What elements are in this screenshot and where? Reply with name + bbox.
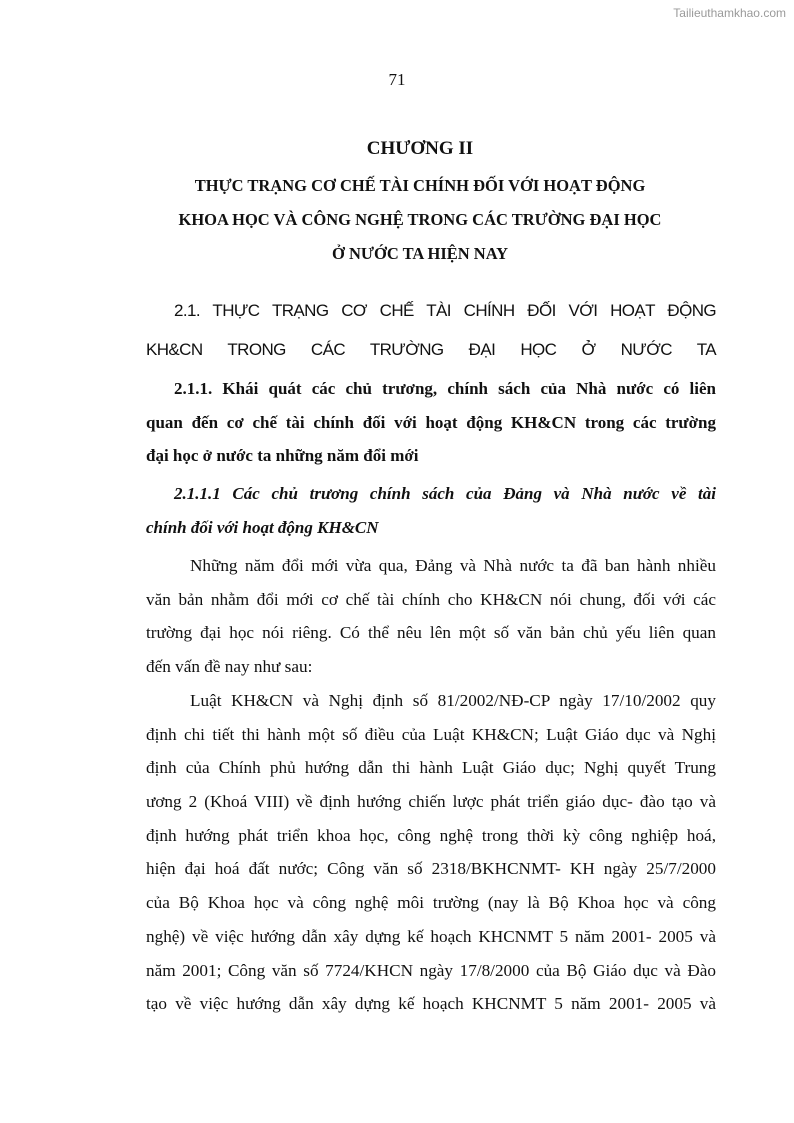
- text-line: của Bộ Khoa học và công nghệ môi trường (nay là Bộ Khoa học và công: [146, 893, 716, 913]
- text-line: Luật KH&CN và Nghị định số 81/2002/NĐ-CP ngày 17/10/2002 quy: [190, 691, 716, 710]
- watermark: Tailieuthamkhao.com: [673, 6, 786, 20]
- chapter-title-line: THỰC TRẠNG CƠ CHẾ TÀI CHÍNH ĐỐI VỚI HOẠT ĐỘNG: [194, 176, 646, 195]
- text-line: định của Chính phủ hướng dẫn thi hành Luật Giáo dục; Nghị quyết Trung: [146, 758, 716, 778]
- paragraph-2: [146, 684, 716, 1021]
- page-number: 71: [388, 70, 406, 89]
- text-line: đến vấn đề nay như sau:: [146, 657, 313, 677]
- text-line: quan đến cơ chế tài chính đối với hoạt động KH&CN trong các trường: [146, 412, 716, 432]
- text-line: định chi tiết thi hành một số điều của Luật KH&CN; Luật Giáo dục và Nghị: [146, 724, 716, 744]
- text-line: văn bản nhằm đổi mới cơ chế tài chính cho KH&CN nói chung, đối với các: [146, 589, 716, 609]
- chapter-label: CHƯƠNG II: [366, 138, 474, 159]
- text-line: 2.1. THỰC TRẠNG CƠ CHẾ TÀI CHÍNH ĐỐI VỚI HOẠT ĐỘNG: [174, 301, 716, 320]
- text-line: nghệ) về việc hướng dẫn xây dựng kế hoạch KHCNMT 5 năm 2001- 2005 và: [146, 926, 716, 946]
- chapter-title-line: Ở NƯỚC TA HIỆN NAY: [331, 244, 509, 263]
- text-line: tạo về việc hướng dẫn xây dựng kế hoạch KHCNMT 5 năm 2001- 2005 và: [146, 994, 716, 1014]
- text-line: 2.1.1.1 Các chủ trương chính sách của Đảng và Nhà nước về tài: [174, 484, 716, 503]
- text-line: đại học ở nước ta những năm đổi mới: [146, 446, 419, 466]
- text-line: hiện đại hoá đất nước; Công văn số 2318/BKHCNMT- KH ngày 25/7/2000: [146, 859, 716, 879]
- text-line: chính đối với hoạt động KH&CN: [146, 517, 379, 537]
- text-line: trường đại học nói riêng. Có thể nêu lên một số văn bản chủ yếu liên quan: [146, 623, 716, 643]
- text-line: Những năm đổi mới vừa qua, Đảng và Nhà nước ta đã ban hành nhiều: [190, 556, 716, 575]
- section-heading-2-1-1: [146, 372, 716, 473]
- text-line: 2.1.1. Khái quát các chủ trương, chính sách của Nhà nước có liên: [174, 379, 716, 398]
- text-line: KH&CN TRONG CÁC TRƯỜNG ĐẠI HỌC Ở NƯỚC TA: [146, 340, 716, 359]
- text-line: ương 2 (Khoá VIII) về định hướng chiến lược phát triển giáo dục- đào tạo và: [146, 792, 716, 812]
- section-heading-2-1: [146, 291, 716, 369]
- paragraph-1: [146, 549, 716, 684]
- text-line: năm 2001; Công văn số 7724/KHCN ngày 17/8/2000 của Bộ Giáo dục và Đào: [146, 960, 716, 980]
- section-heading-2-1-1-1: [146, 477, 716, 544]
- chapter-title-line: KHOA HỌC VÀ CÔNG NGHỆ TRONG CÁC TRƯỜNG ĐẠI HỌC: [178, 210, 662, 229]
- text-line: định hướng phát triển khoa học, công nghệ trong thời kỳ công nghiệp hoá,: [146, 825, 716, 845]
